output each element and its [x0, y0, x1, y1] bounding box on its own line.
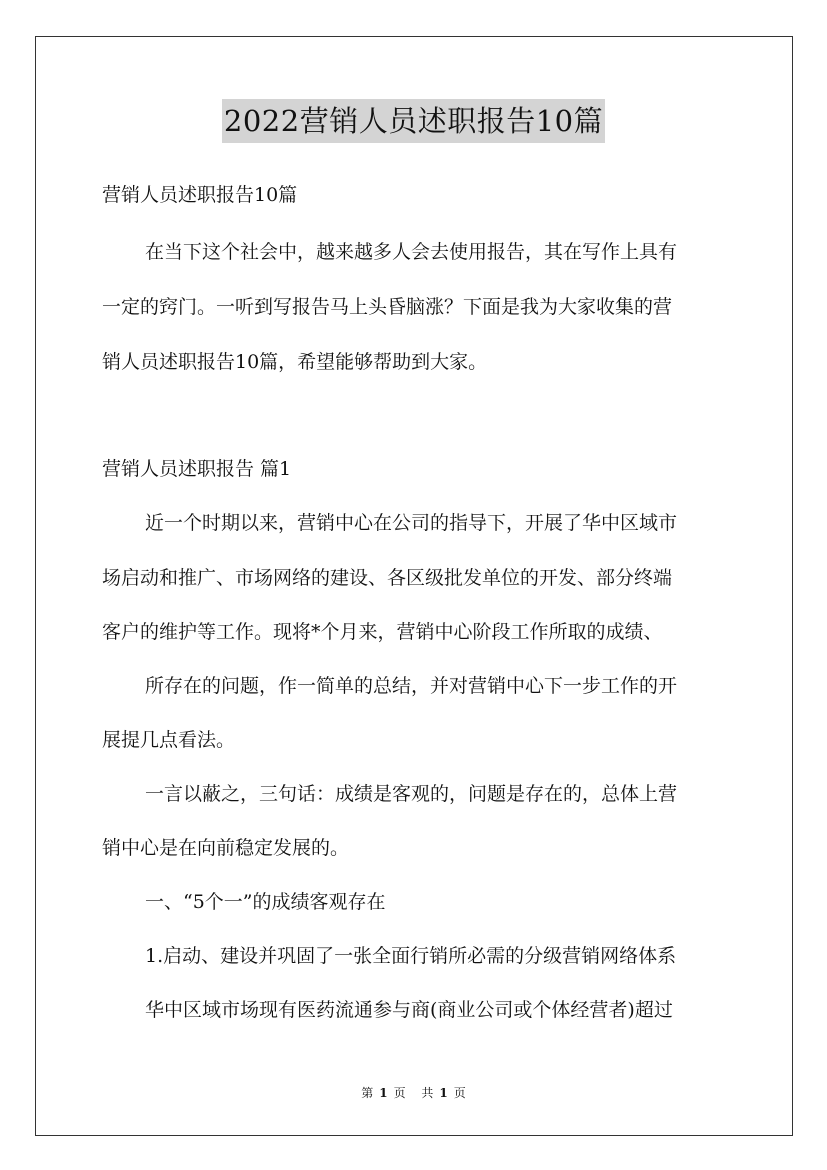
page-number: [358, 1086, 408, 1100]
section-heading: 营销人员述职报告 篇1: [102, 458, 292, 480]
total-label-prefix: 共: [421, 1086, 434, 1100]
page-total: [418, 1086, 468, 1100]
paragraph-line: 一言以蔽之，三句话：成绩是客观的，问题是存在的，总体上营: [145, 783, 678, 805]
total-label-suffix: 页: [453, 1086, 466, 1100]
page-label-prefix: 第: [361, 1086, 374, 1100]
total-pages: 1: [439, 1086, 448, 1100]
paragraph-line: 销中心是在向前稳定发展的。: [102, 837, 350, 859]
page-footer: [0, 1084, 827, 1101]
paragraph-line: 销人员述职报告10篇，希望能够帮助到大家。: [102, 351, 488, 373]
paragraph-line: 华中区域市场现有医药流通参与商(商业公司或个体经营者)超过: [145, 999, 673, 1021]
document-subtitle: 营销人员述职报告10篇: [102, 184, 298, 206]
paragraph-line: 在当下这个社会中，越来越多人会去使用报告，其在写作上具有: [145, 241, 678, 263]
paragraph-line: 展提几点看法。: [102, 729, 236, 751]
paragraph-line: 客户的维护等工作。现将*个月来，营销中心阶段工作所取的成绩、: [102, 621, 663, 643]
document-title: 2022营销人员述职报告10篇: [222, 99, 605, 143]
paragraph-line: 场启动和推广、市场网络的建设、各区级批发单位的开发、部分终端: [102, 567, 673, 589]
current-page: 1: [379, 1086, 388, 1100]
paragraph-line: 一定的窍门。一听到写报告马上头昏脑涨？下面是我为大家收集的营: [102, 296, 673, 318]
page-label-suffix: 页: [393, 1086, 406, 1100]
subsection-heading: 一、“5个一”的成绩客观存在: [145, 891, 386, 913]
paragraph-line: 所存在的问题，作一简单的总结，并对营销中心下一步工作的开: [145, 675, 678, 697]
title-container: [0, 99, 827, 143]
paragraph-line: 近一个时期以来，营销中心在公司的指导下，开展了华中区域市: [145, 512, 678, 534]
paragraph-line: 1.启动、建设并巩固了一张全面行销所必需的分级营销网络体系: [145, 945, 677, 967]
